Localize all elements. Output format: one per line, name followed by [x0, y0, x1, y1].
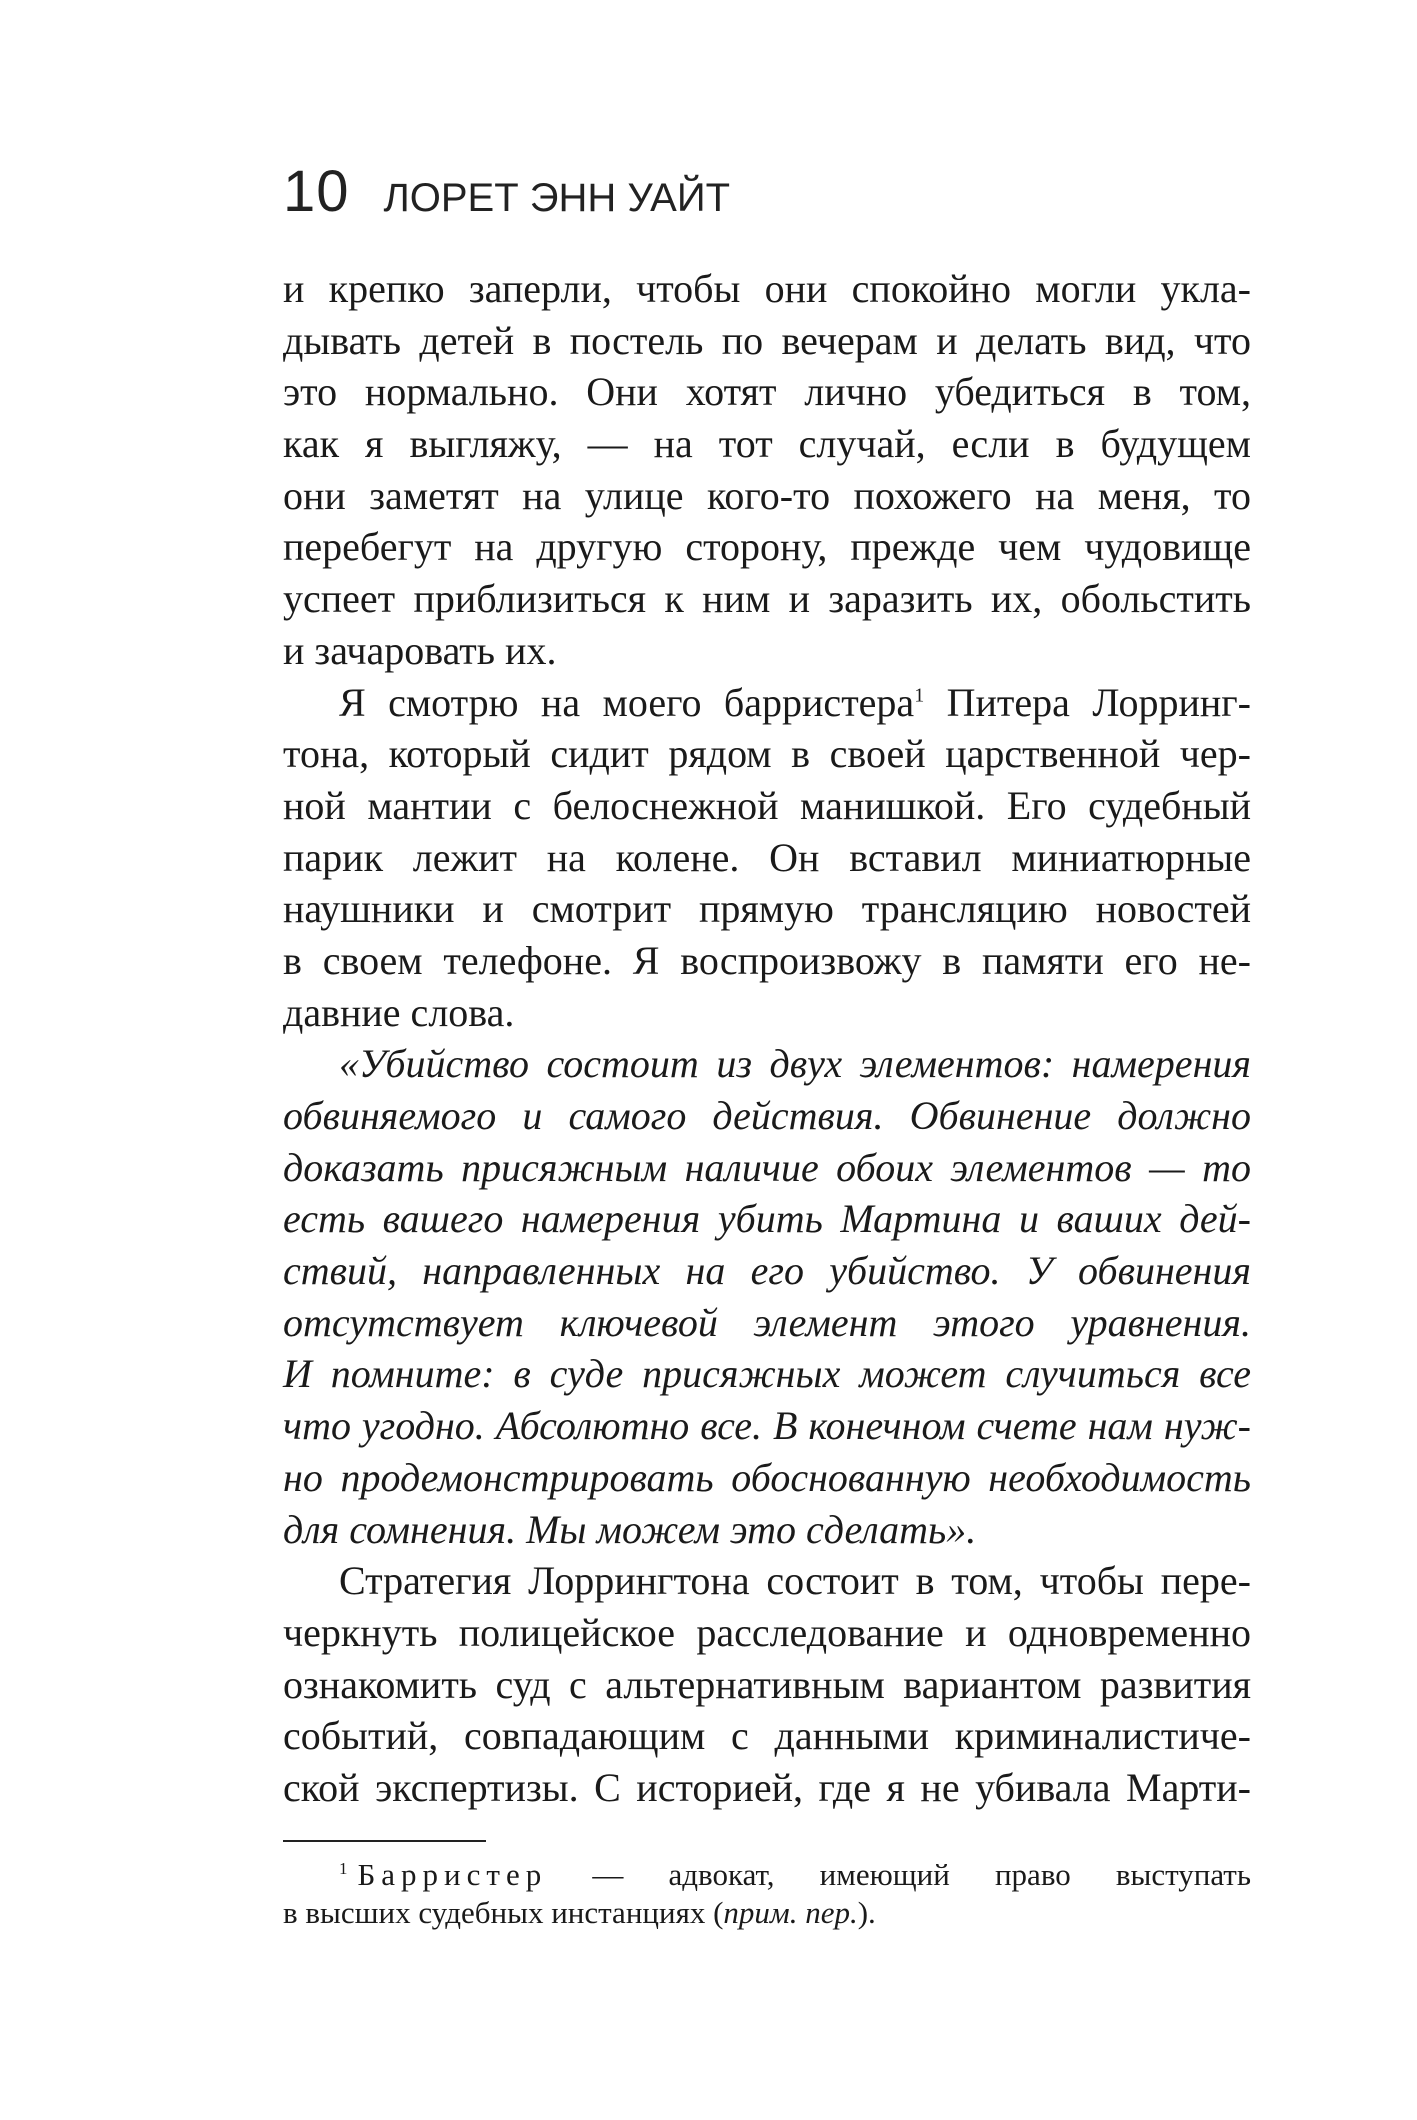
text-line — [283, 677, 1251, 729]
text-line: Стратегия Лоррингтона состоит в том, чтобы пере- — [339, 1558, 1251, 1604]
text-line: дывать детей в постель по вечерам и делать вид, что — [283, 317, 1251, 363]
text-line: обвиняемого и самого действия. Обвинение должно — [283, 1093, 1251, 1138]
text-line: ознакомить суд с альтернативным вариантом развития — [283, 1661, 1251, 1707]
text-line: они заметят на улице кого-то похожего на меня, то — [283, 472, 1251, 518]
text-line: это нормально. Они хотят лично убедиться в том, — [283, 369, 1251, 415]
text-line: но продемонстрировать обоснованную необходимость — [283, 1454, 1251, 1500]
body-text — [283, 263, 1251, 1814]
text-line: доказать присяжным наличие обоих элементов — то — [283, 1144, 1251, 1190]
paragraph-3-quote — [283, 1038, 1251, 1555]
text-line: И помните: в суде присяжных может случиться все — [283, 1351, 1251, 1397]
text-line: и зачаровать их. — [283, 627, 557, 673]
text-fragment: Я смотрю на моего барристера — [339, 679, 915, 725]
running-head-author: ЛОРЕТ ЭНН УАЙТ — [383, 176, 731, 220]
paragraph-4 — [283, 1555, 1251, 1813]
text-line: перебегут на другую сторону, прежде чем чудовище — [283, 524, 1251, 570]
text-line: есть вашего намерения убить Мартина и ваших дей- — [283, 1196, 1251, 1242]
text-line: «Убийство состоит из двух элементов: намерения — [339, 1041, 1251, 1087]
paragraph-2 — [283, 677, 1251, 1039]
text-line: ской экспертизы. С историей, где я не убивала Марти- — [283, 1764, 1251, 1810]
text-line: отсутствует ключевой элемент этого уравнения. — [283, 1299, 1251, 1345]
text-line: и крепко заперли, чтобы они спокойно могли укла- — [283, 266, 1251, 311]
text-line: ствий, направленных на его убийство. У обвинения — [283, 1248, 1251, 1294]
footnote-divider — [283, 1840, 486, 1842]
text-line: успеет приблизиться к ним и заразить их, обольстить — [283, 576, 1251, 622]
footnote — [283, 1856, 1251, 1932]
text-line: для сомнения. Мы можем это сделать». — [283, 1506, 977, 1552]
text-line: парик лежит на колене. Он вставил миниатюрные — [283, 834, 1251, 880]
text-line: черкнуть полицейское расследование и одновременно — [283, 1609, 1251, 1655]
footnote-text: ). — [857, 1895, 876, 1930]
footnote-marker: 1 — [339, 1858, 348, 1878]
text-line: что угодно. Абсолютно все. В конечном счете нам нуж- — [283, 1403, 1251, 1449]
text-line: наушники и смотрит прямую трансляцию новостей — [283, 886, 1251, 932]
footnote-text: — адвокат, имеющий право выступать — [547, 1857, 1251, 1892]
text-line: давние слова. — [283, 989, 515, 1035]
text-line: событий, совпадающим с данными криминалистиче- — [283, 1713, 1251, 1759]
paragraph-1 — [283, 263, 1251, 677]
footnote-reference[interactable]: 1 — [914, 684, 925, 707]
footnote-line — [283, 1856, 1251, 1894]
text-fragment: Питера Лорринг- — [924, 679, 1252, 725]
text-line: ной мантии с белоснежной манишкой. Его судебный — [283, 782, 1251, 828]
footnote-term: Барристер — [357, 1857, 548, 1892]
footnote-abbreviation: прим. пер. — [723, 1895, 858, 1930]
page-header — [283, 158, 730, 225]
text-line: тона, который сидит рядом в своей царственной чер- — [283, 731, 1251, 777]
page-number: 10 — [283, 159, 350, 224]
text-line: в своем телефоне. Я воспроизвожу в памяти его не- — [283, 937, 1251, 983]
text-line: как я выгляжу, — на тот случай, если в будущем — [283, 421, 1251, 467]
footnote-text: в высших судебных инстанциях ( — [283, 1895, 724, 1930]
footnote-line — [283, 1894, 1251, 1932]
